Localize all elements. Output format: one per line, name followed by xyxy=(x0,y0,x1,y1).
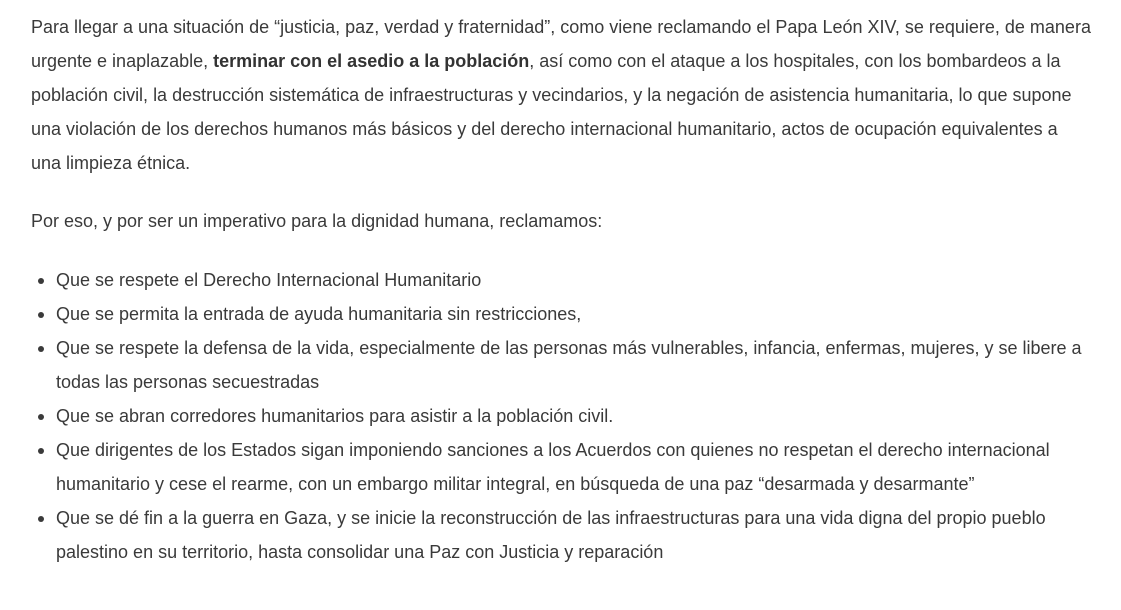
intro-text-before-bold: Para llegar a una situación de “justicia, paz, verdad y fraternidad”, como viene reclamando el Papa León XIV, se requiere, de manera urgente e inaplazable, xyxy=(31,17,1091,71)
demands-list xyxy=(31,263,1091,569)
list-item: Que se respete la defensa de la vida, especialmente de las personas más vulnerables, infancia, enfermas, mujeres, y se libere a todas las personas secuestradas xyxy=(56,331,1091,399)
list-item: Que se abran corredores humanitarios para asistir a la población civil. xyxy=(56,399,1091,433)
demands-intro-paragraph: Por eso, y por ser un imperativo para la dignidad humana, reclamamos: xyxy=(31,211,603,231)
intro-paragraph xyxy=(31,10,1091,180)
list-item: Que se permita la entrada de ayuda humanitaria sin restricciones, xyxy=(56,297,1091,331)
list-item: Que se dé fin a la guerra en Gaza, y se inicie la reconstrucción de las infraestructuras para una vida digna del propio pueblo palestino en su territorio, hasta consolidar una Paz con Justicia y reparación xyxy=(56,501,1091,569)
intro-text-after-bold: , así como con el ataque a los hospitales, con los bombardeos a la población civil, la destrucción sistemática de infraestructuras y vecindarios, y la negación de asistencia humanitaria, lo que supone una violación de los derechos humanos más básicos y del derecho internacional humanitario, actos de ocupación equivalentes a una limpieza étnica. xyxy=(31,51,1072,173)
intro-bold-phrase: terminar con el asedio a la población xyxy=(213,51,530,71)
list-item: Que dirigentes de los Estados sigan imponiendo sanciones a los Acuerdos con quienes no respetan el derecho internacional humanitario y cese el rearme, con un embargo militar integral, en búsqueda de una paz “desarmada y desarmante” xyxy=(56,433,1091,501)
list-item: Que se respete el Derecho Internacional Humanitario xyxy=(56,263,1091,297)
